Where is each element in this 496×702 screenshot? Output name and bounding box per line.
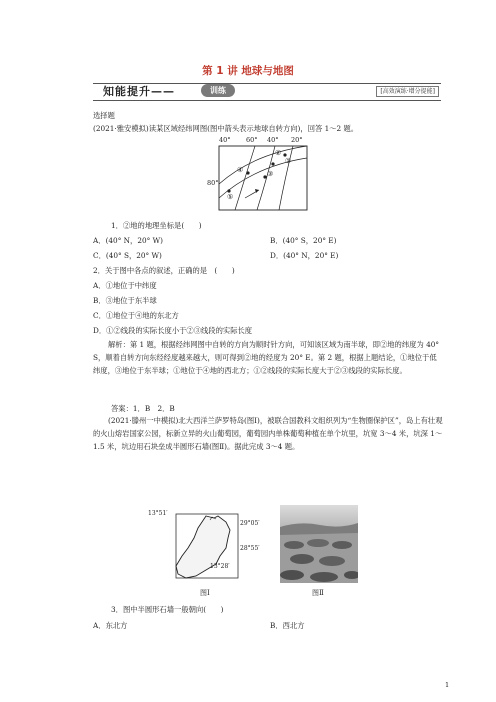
figure-1-island-map bbox=[148, 508, 270, 598]
q1-stem: 1．②地的地理坐标是( ) bbox=[111, 221, 202, 230]
q2-option-d: D．①②线段的实际长度小于②③线段的实际长度 bbox=[93, 326, 253, 335]
map-label-left: 80° bbox=[207, 179, 219, 187]
figure-2-svg bbox=[280, 505, 358, 583]
graticule-map-svg bbox=[205, 136, 315, 214]
analysis-1: 解析：第 1 题，根据经纬网图中自转的方向为顺时针方向，可知该区域为南半球，即②地的纬度为 40° S，顺着自转方向东经经度越来越大，则可得到②地的经度为 20° E。第 2 题，根据上题结论，①地位于低纬度，③地位于东半球；①地位于④地的西北方；①②线段的实际长度大于②③线段的实际长度。 bbox=[93, 340, 439, 376]
q2-stem: 2．关于图中各点的叙述，正确的是 ( ) bbox=[93, 266, 235, 275]
banner-main: 知能提升—— bbox=[103, 85, 175, 98]
q3-option-b: B．西北方 bbox=[270, 621, 305, 630]
q1-option-c: C．(40° S，20° W) bbox=[93, 251, 162, 260]
question-intro-1: (2021·雅安模拟)读某区域经纬网图(图中箭头表示地球自转方向)，回答 1～2 题。 bbox=[93, 124, 359, 133]
q3-option-a: A．东北方 bbox=[93, 621, 128, 630]
map-point-1: ① bbox=[285, 157, 292, 165]
map-point-2: ② bbox=[275, 149, 282, 157]
fig1-label-2: 29°05′ bbox=[240, 520, 260, 527]
banner bbox=[93, 83, 441, 99]
fig1-label-4: 13°28′ bbox=[210, 563, 230, 570]
map-point-4: ④ bbox=[237, 166, 244, 174]
map-point-5: ⑤ bbox=[227, 193, 234, 201]
graticule-map bbox=[205, 136, 315, 214]
question-intro-2: (2021·滕州一中模拟)北大西洋兰萨罗特岛(图Ⅰ)，被联合国教科文组织列为“生物圈保护区”，岛上有壮观的火山熔岩国家公园，标新立异的火山葡萄园，葡萄园内单株葡萄种植在单个坑里，坑宽 3～4 米，坑深 1～1.5 米，坑边用石块垒成半圆形石墙(图Ⅱ)。据此完成 3～4 题。 bbox=[93, 416, 443, 452]
banner-badge: 训练 bbox=[201, 84, 235, 97]
fig1-label-3: 28°55′ bbox=[240, 545, 260, 552]
q2-option-a: A．①地位于中纬度 bbox=[93, 281, 157, 290]
q1-option-d: D．(40° N，20° E) bbox=[270, 251, 339, 260]
fig1-label-1: 13°51′ bbox=[148, 510, 168, 517]
map-label-top-1: 40° bbox=[219, 136, 231, 144]
fig1-caption: 图Ⅰ bbox=[200, 589, 210, 597]
lesson-title: 第 1 讲 地球与地图 bbox=[202, 65, 294, 77]
fig2-caption: 图Ⅱ bbox=[312, 589, 324, 597]
answer-1: 答案：1．B 2．B bbox=[111, 404, 175, 413]
q1-option-b: B．(40° S，20° E) bbox=[270, 236, 337, 245]
page-number: 1 bbox=[445, 681, 450, 689]
figure-2-photo bbox=[280, 505, 358, 598]
map-point-3: ③ bbox=[267, 170, 274, 178]
q2-option-b: B．③地位于东半球 bbox=[93, 296, 157, 305]
section-heading: 选择题 bbox=[93, 111, 115, 120]
q2-option-c: C．①地位于④地的东北方 bbox=[93, 311, 179, 320]
map-label-top-4: 20° bbox=[291, 136, 303, 144]
banner-tagline: [高效演练·增分提能] bbox=[376, 86, 439, 97]
map-label-top-2: 60° bbox=[246, 136, 258, 144]
map-label-top-3: 40° bbox=[267, 136, 279, 144]
q3-stem: 3．图中半圆形石墙一般朝向( ) bbox=[111, 605, 224, 614]
q1-option-a: A．(40° N，20° W) bbox=[93, 236, 163, 245]
